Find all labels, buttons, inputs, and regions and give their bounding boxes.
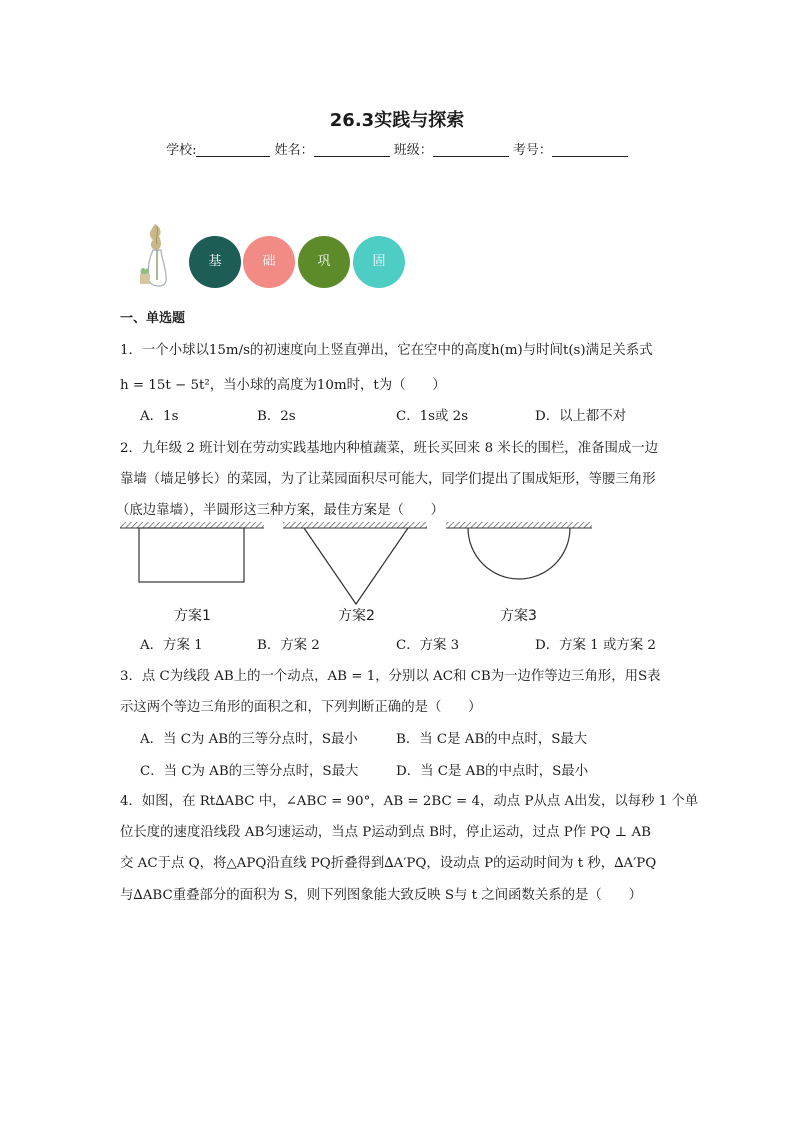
q4-line-2: 位长度的速度沿线段 AB匀速运动，当点 P运动到点 B时，停止运动，过点 P作 PQ ⊥ AB xyxy=(120,825,651,840)
q3-line-1: 3．点 C为线段 AB上的一个动点，AB = 1，分别以 AC和 CB为一边作等边三角形，用S表 xyxy=(120,669,661,684)
q1-option-c[interactable]: C．1s或 2s xyxy=(396,409,469,424)
q1-option-b[interactable]: B．2s xyxy=(257,409,296,424)
section-title: 一、单选题 xyxy=(120,311,186,326)
q4-line-4: 与∆ABC重叠部分的面积为 S，则下列图象能大致反映 S与 t 之间函数关系的是（ ） xyxy=(120,888,642,903)
vase-decoration-icon xyxy=(133,222,181,288)
q1-line-2: h = 15t − 5t²，当小球的高度为10m时，t为（ ） xyxy=(120,378,446,393)
q1-option-d[interactable]: D．以上都不对 xyxy=(535,409,627,424)
q2-option-c[interactable]: C．方案 3 xyxy=(396,638,460,653)
exam-number-blank[interactable] xyxy=(552,142,628,157)
q1-option-a[interactable]: A．1s xyxy=(140,409,179,424)
q3-option-a[interactable]: A．当 C为 AB的三等分点时，S最小 xyxy=(140,732,358,747)
q4-line-3: 交 AC于点 Q，将△APQ沿直线 PQ折叠得到∆A′PQ，设动点 P的运动时间为 t 秒，∆A′PQ xyxy=(120,856,657,871)
plan3-drawing xyxy=(446,522,592,579)
school-blank[interactable] xyxy=(196,142,270,157)
header-fields xyxy=(0,139,794,158)
q2-option-d[interactable]: D．方案 1 或方案 2 xyxy=(535,638,656,653)
badge-ji: 基 xyxy=(189,236,241,288)
school-label: 学校: xyxy=(166,143,197,158)
badge-gu: 固 xyxy=(353,236,405,288)
q3-line-2: 示这两个等边三角形的面积之和，下列判断正确的是（ ） xyxy=(120,700,482,715)
q2-line-1: 2．九年级 2 班计划在劳动实践基地内种植蔬菜，班长买回来 8 米长的围栏，准备围成一边 xyxy=(120,441,659,456)
plan1-caption: 方案1 xyxy=(174,608,211,624)
q3-option-d[interactable]: D．当 C是 AB的中点时，S最小 xyxy=(396,764,589,779)
q3-option-b[interactable]: B．当 C是 AB的中点时，S最大 xyxy=(396,732,588,747)
q2-option-a[interactable]: A．方案 1 xyxy=(140,638,203,653)
plan1-drawing xyxy=(120,522,264,582)
name-blank[interactable] xyxy=(314,142,390,157)
q2-line-3: （底边靠墙），半圆形这三种方案，最佳方案是（ ） xyxy=(116,503,445,518)
page-title: 26.3实践与探索 xyxy=(329,110,465,131)
class-blank[interactable] xyxy=(433,142,509,157)
badge-chu: 础 xyxy=(243,236,295,288)
q2-option-b[interactable]: B．方案 2 xyxy=(257,638,320,653)
exam-number-label: 考号： xyxy=(512,143,552,158)
class-label: 班级： xyxy=(393,143,433,158)
plan2-drawing xyxy=(283,522,427,604)
plan2-caption: 方案2 xyxy=(338,608,375,624)
q4-line-1: 4．如图，在 Rt∆ABC 中，∠ABC = 90°，AB = 2BC = 4，动点 P从点 A出发，以每秒 1 个单 xyxy=(120,794,699,809)
q1-line-1: 1．一个小球以15m/s的初速度向上竖直弹出，它在空中的高度h(m)与时间t(s)满足关系式 xyxy=(120,343,653,358)
q2-line-2: 靠墙（墙足够长）的菜园，为了让菜园面积尽可能大，同学们提出了围成矩形，等腰三角形 xyxy=(120,472,656,487)
badge-gong: 巩 xyxy=(298,236,350,288)
q3-option-c[interactable]: C．当 C为 AB的三等分点时，S最大 xyxy=(140,764,359,779)
name-label: 姓名： xyxy=(274,143,314,158)
plan3-caption: 方案3 xyxy=(500,608,537,624)
